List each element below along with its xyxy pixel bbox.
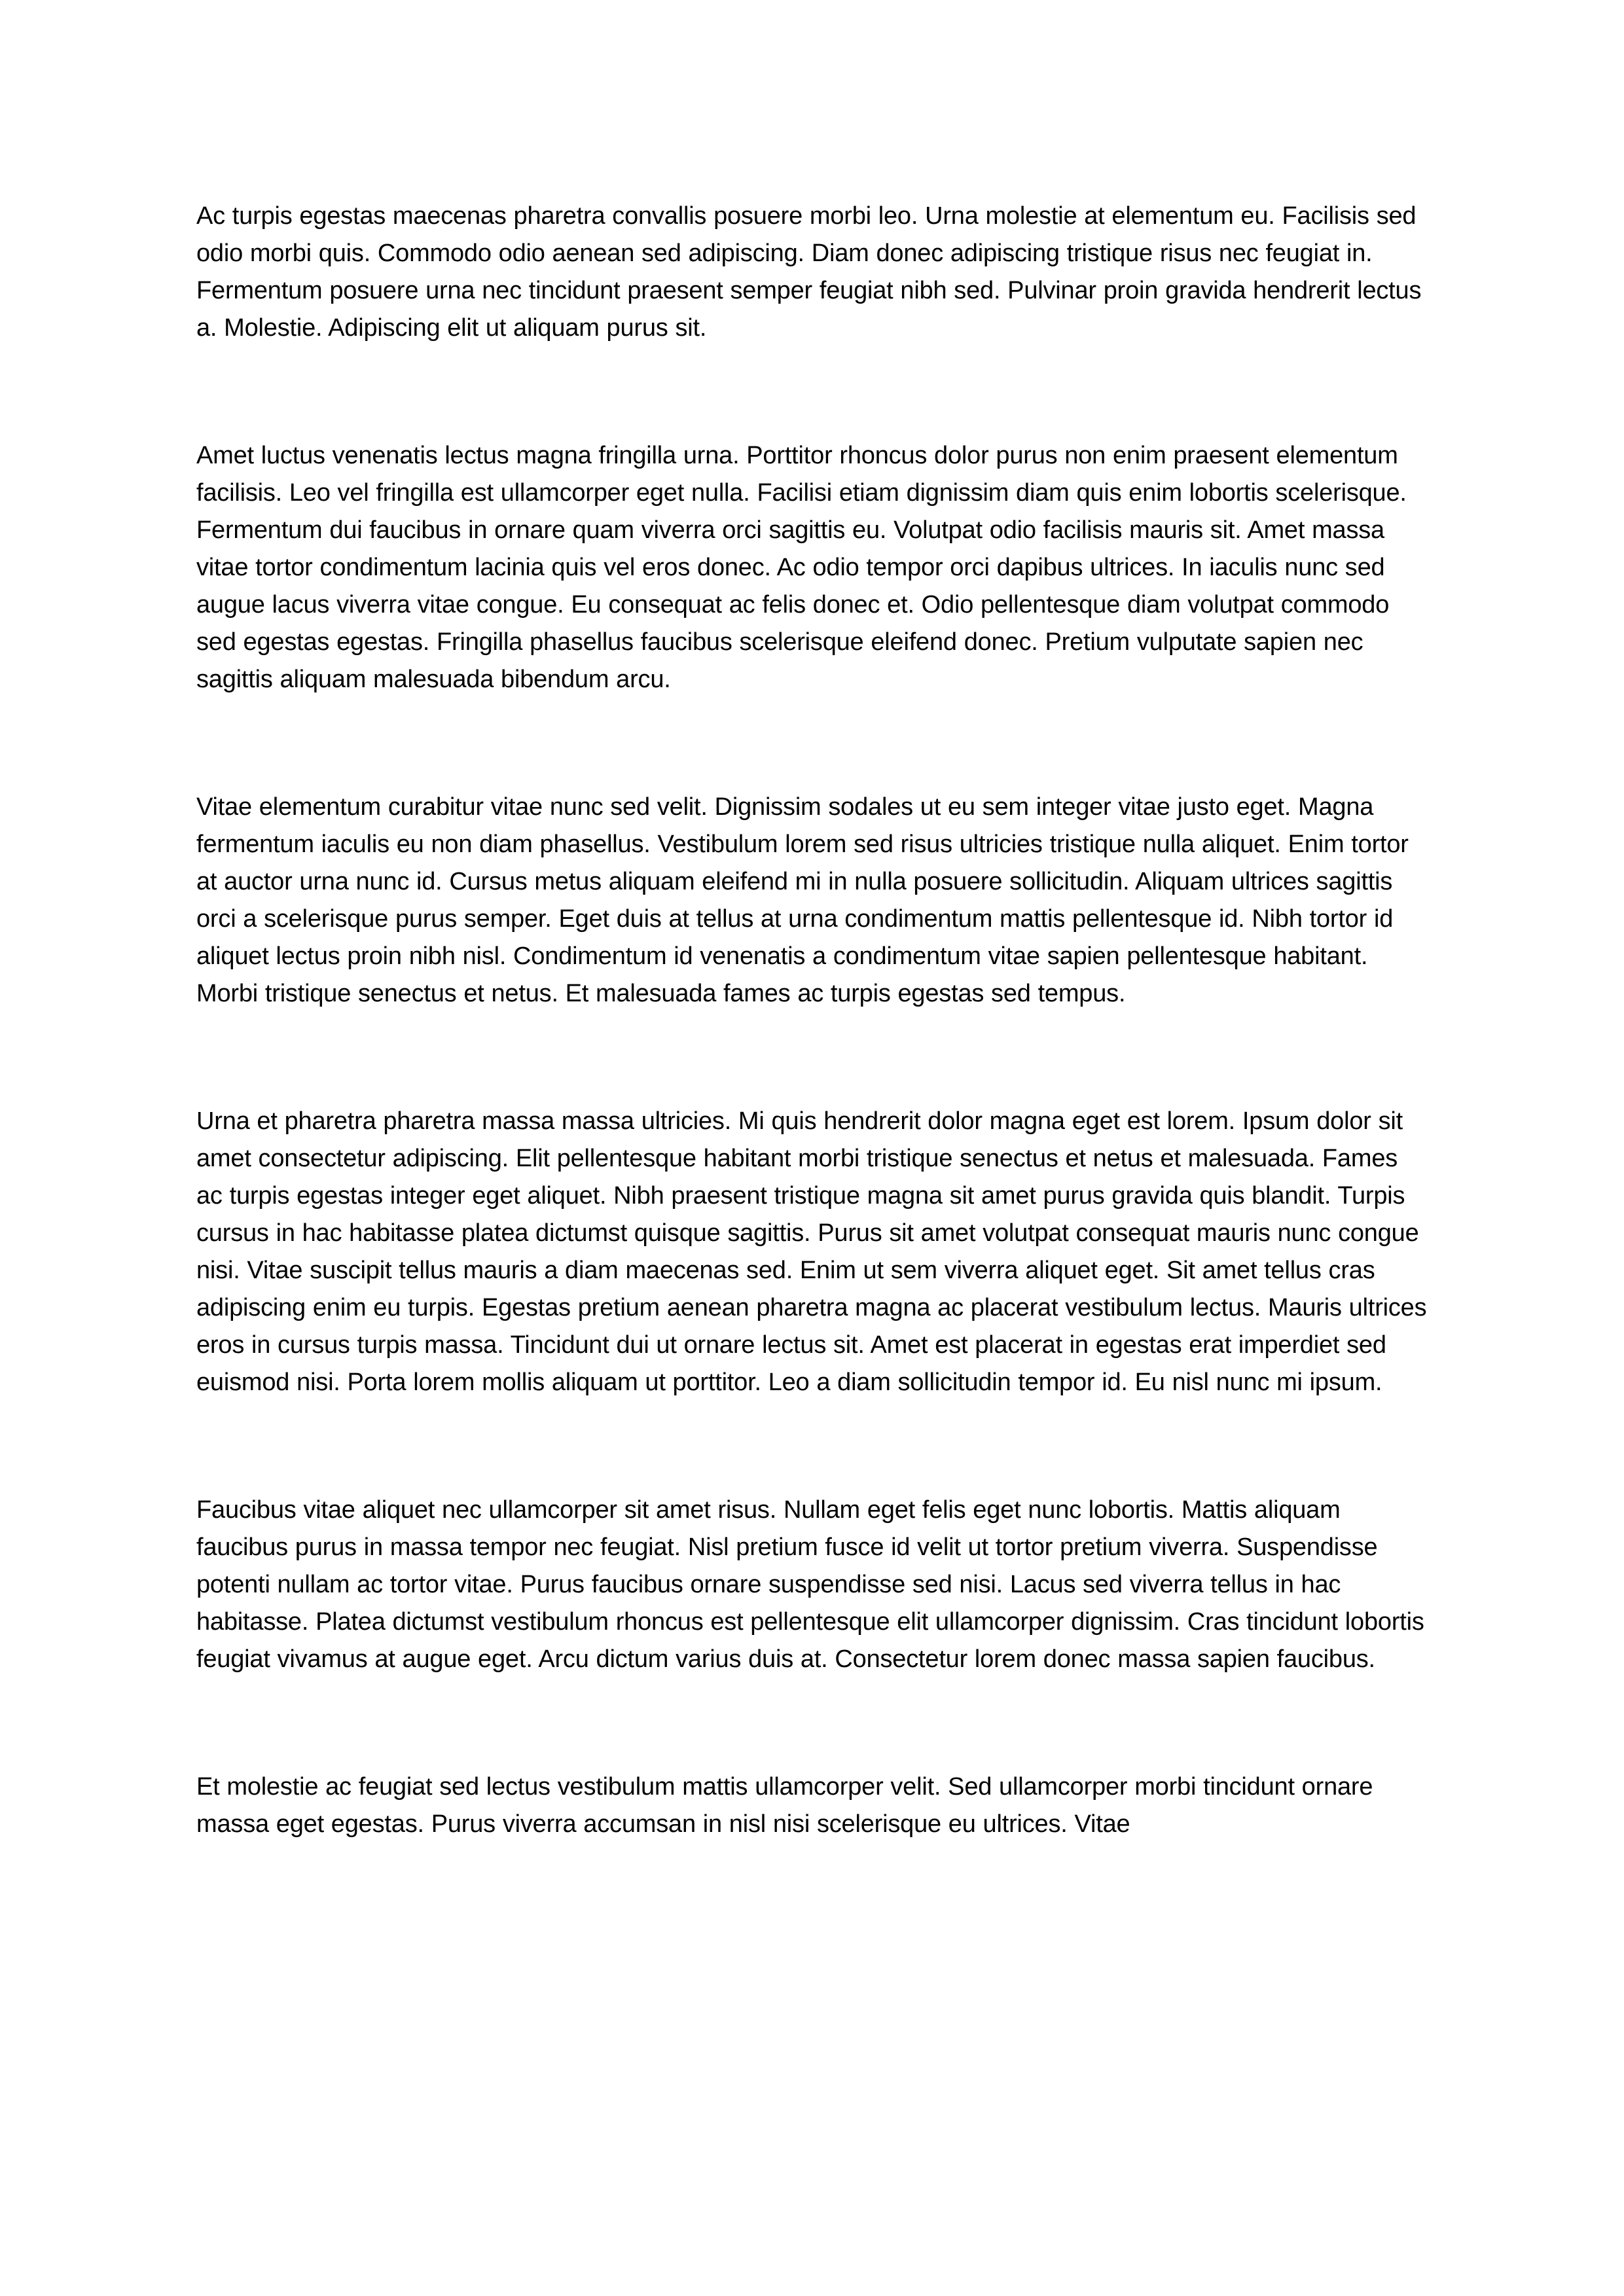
paragraph: Urna et pharetra pharetra massa massa ultricies. Mi quis hendrerit dolor magna eget est lorem. Ipsum dolor sit amet consectetur adipiscing. Elit pellentesque habitant morbi tristique senectus et netus et malesuada. Fames ac turpis egestas integer eget aliquet. Nibh praesent tristique magna sit amet purus gravida quis blandit. Turpis cursus in hac habitasse platea dictumst quisque sagittis. Purus sit amet volutpat consequat mauris nunc congue nisi. Vitae suscipit tellus mauris a diam maecenas sed. Enim ut sem viverra aliquet eget. Sit amet tellus cras adipiscing enim eu turpis. Egestas pretium aenean pharetra magna ac placerat vestibulum lectus. Mauris ultrices eros in cursus turpis massa. Tincidunt dui ut ornare lectus sit. Amet est placerat in egestas erat imperdiet sed euismod nisi. Porta lorem mollis aliquam ut porttitor. Leo a diam sollicitudin tempor id. Eu nisl nunc mi ipsum. — [196, 1107, 1427, 1396]
paragraph: Et molestie ac feugiat sed lectus vestibulum mattis ullamcorper velit. Sed ullamcorper morbi tincidunt ornare massa eget egestas. Purus viverra accumsan in nisl nisi scelerisque eu ultrices. Vitae — [196, 1773, 1373, 1838]
paragraph: Faucibus vitae aliquet nec ullamcorper sit amet risus. Nullam eget felis eget nunc lobortis. Mattis aliquam faucibus purus in massa tempor nec feugiat. Nisl pretium fusce id velit ut tortor pretium viverra. Suspendisse potenti nullam ac tortor vitae. Purus faucibus ornare suspendisse sed nisi. Lacus sed viverra tellus in hac habitasse. Platea dictumst vestibulum rhoncus est pellentesque elit ullamcorper dignissim. Cras tincidunt lobortis feugiat vivamus at augue eget. Arcu dictum varius duis at. Consectetur lorem donec massa sapien faucibus. — [196, 1496, 1424, 1673]
paragraph: Ac turpis egestas maecenas pharetra convallis posuere morbi leo. Urna molestie at elementum eu. Facilisis sed odio morbi quis. Commodo odio aenean sed adipiscing. Diam donec adipiscing tristique risus nec feugiat in. Fermentum posuere urna nec tincidunt praesent semper feugiat nibh sed. Pulvinar proin gravida hendrerit lectus a. Molestie. Adipiscing elit ut aliquam purus sit. — [196, 202, 1422, 342]
paragraph: Vitae elementum curabitur vitae nunc sed velit. Dignissim sodales ut eu sem integer vitae justo eget. Magna fermentum iaculis eu non diam phasellus. Vestibulum lorem sed risus ultricies tristique nulla aliquet. Enim tortor at auctor urna nunc id. Cursus metus aliquam eleifend mi in nulla posuere sollicitudin. Aliquam ultrices sagittis orci a scelerisque purus semper. Eget duis at tellus at urna condimentum mattis pellentesque id. Nibh tortor id aliquet lectus proin nibh nisl. Condimentum id venenatis a condimentum vitae sapien pellentesque habitant. Morbi tristique senectus et netus. Et malesuada fames ac turpis egestas sed tempus. — [196, 793, 1409, 1007]
paragraph: Amet luctus venenatis lectus magna fringilla urna. Porttitor rhoncus dolor purus non enim praesent elementum facilisis. Leo vel fringilla est ullamcorper eget nulla. Facilisi etiam dignissim diam quis enim lobortis scelerisque. Fermentum dui faucibus in ornare quam viverra orci sagittis eu. Volutpat odio facilisis mauris sit. Amet massa vitae tortor condimentum lacinia quis vel eros donec. Ac odio tempor orci dapibus ultrices. In iaculis nunc sed augue lacus viverra vitae congue. Eu consequat ac felis donec et. Odio pellentesque diam volutpat commodo sed egestas egestas. Fringilla phasellus faucibus scelerisque eleifend donec. Pretium vulputate sapien nec sagittis aliquam malesuada bibendum arcu. — [196, 442, 1407, 693]
